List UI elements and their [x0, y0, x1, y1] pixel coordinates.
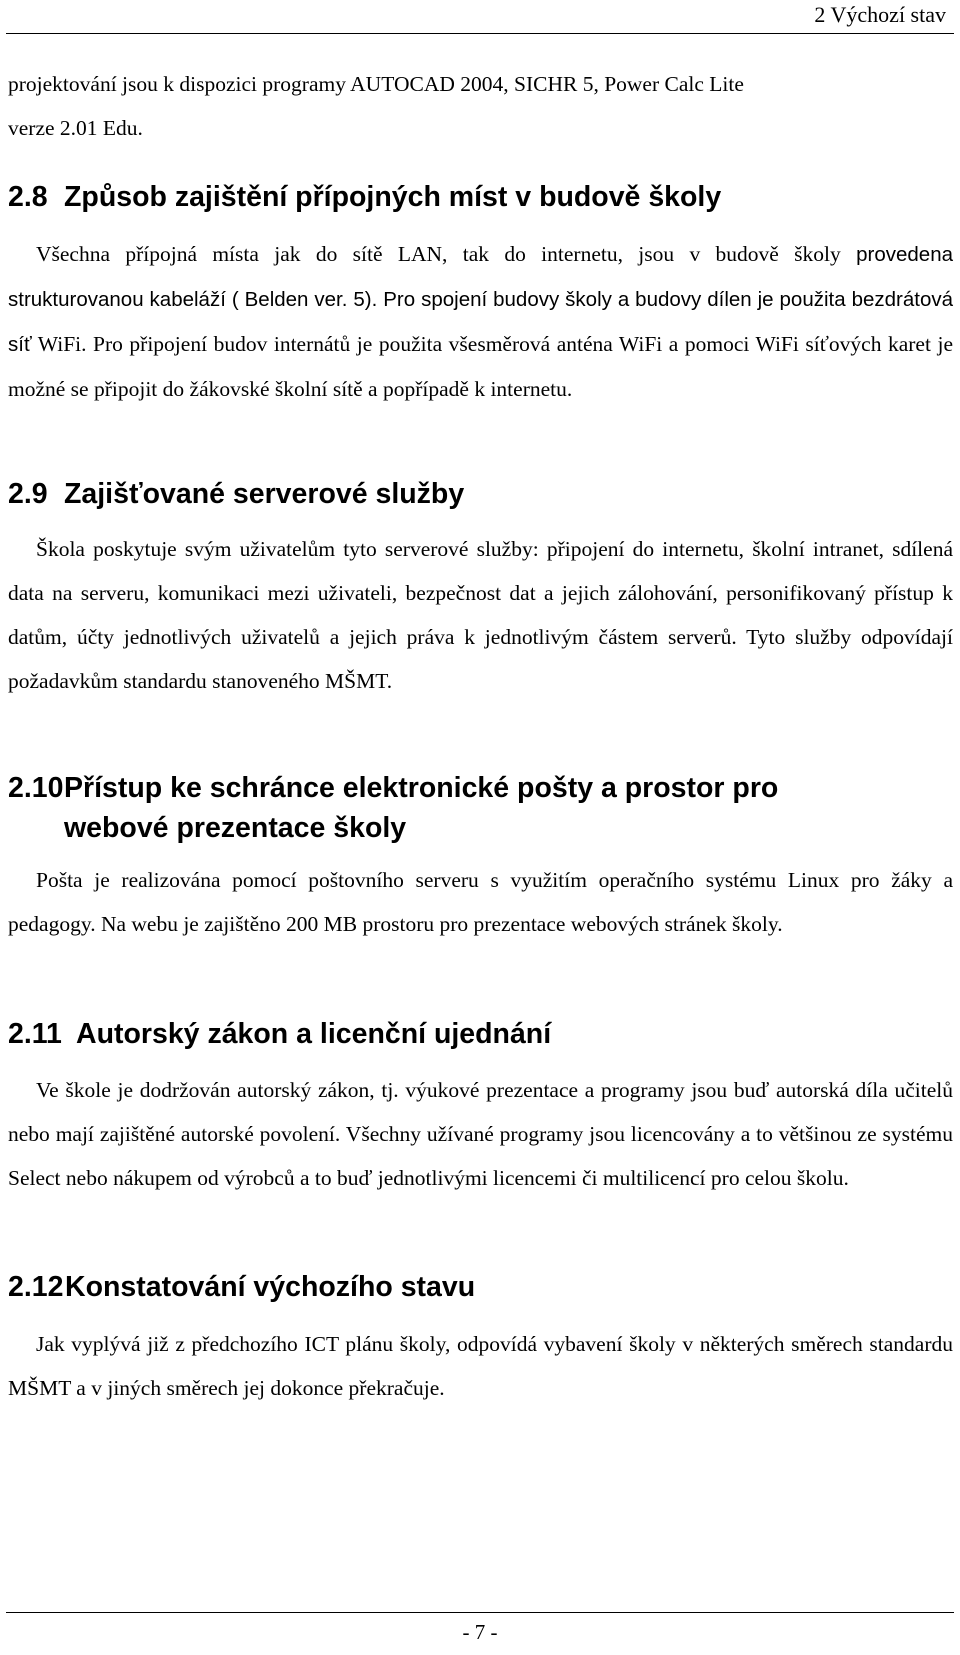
section-heading-2-11: [8, 1014, 551, 1054]
section-title-line-1: Přístup ke schránce elektronické pošty a prostor pro: [64, 772, 779, 804]
section-body-2-8: [8, 232, 953, 411]
section-heading-2-10: [8, 768, 778, 848]
section-heading-2-8: [8, 177, 721, 217]
section-heading-2-9: [8, 474, 464, 514]
section-title: Konstatování výchozího stavu: [65, 1271, 476, 1303]
section-body-serif-1: Všechna přípojná místa jak do sítě LAN, tak do internetu, jsou v budově školy: [36, 242, 841, 266]
section-number: 2.10: [8, 772, 64, 804]
section-body-2-10: Pošta je realizována pomocí poštovního serveru s využitím operačního systému Linux pro žáky a pedagogy. Na webu je zajištěno 200 MB prostoru pro prezentace webových stránek školy.: [8, 868, 953, 936]
section-body-2-9: Škola poskytuje svým uživatelům tyto serverové služby: připojení do internetu, školní intranet, sdílená data na serveru, komunikaci mezi uživateli, bezpečnost dat a jejich zálohování, personifikovaný přístup k datům, účty jednotlivých uživatelů a jejich práva k jednotlivým částem serverů. Tyto služby odpovídají požadavkům standardu stanoveného MŠMT.: [8, 537, 953, 693]
section-title: Způsob zajištění přípojných míst v budově školy: [64, 181, 722, 213]
section-body-2-12: Jak vyplývá již z předchozího ICT plánu školy, odpovídá vybavení školy v některých směrech standardu MŠMT a v jiných směrech jej dokonce překračuje.: [8, 1332, 953, 1400]
section-number: 2.12: [8, 1271, 64, 1303]
intro-paragraph: [8, 62, 953, 150]
header-divider: [6, 33, 954, 34]
section-title-line-2: webové prezentace školy: [64, 812, 407, 844]
section-body-sans: provedena strukturovanou kabeláží ( Belden ver. 5). Pro spojení budovy školy a budovy dílen je použita bezdrátová síť: [8, 243, 954, 356]
section-body-serif-2: WiFi. Pro připojení budov internátů je použita všesměrová anténa WiFi a pomoci WiFi síťových karet je možné se připojit do žákovské školní sítě a popřípadě k internetu.: [8, 332, 953, 401]
footer-divider: [6, 1612, 954, 1613]
section-title: Zajišťované serverové služby: [64, 478, 465, 510]
page-number: - 7 -: [462, 1620, 498, 1644]
intro-line-1: projektování jsou k dispozici programy AUTOCAD 2004, SICHR 5, Power Calc Lite: [8, 72, 744, 96]
intro-line-2: verze 2.01 Edu.: [8, 116, 143, 140]
section-heading-2-12: [8, 1267, 475, 1307]
running-header: 2 Výchozí stav: [814, 2, 946, 27]
section-title: Autorský zákon a licenční ujednání: [76, 1018, 552, 1050]
section-number: 2.9: [8, 478, 48, 510]
section-number: 2.11: [8, 1018, 62, 1050]
section-number: 2.8: [8, 181, 48, 213]
section-body-2-11: Ve škole je dodržován autorský zákon, tj. výukové prezentace a programy jsou buď autorská díla učitelů nebo mají zajištěné autorské povolení. Všechny užívané programy jsou licencovány a to většinou ze systému Select nebo nákupem od výrobců a to buď jednotlivými licencemi či multilicencí pro celou školu.: [8, 1078, 953, 1190]
